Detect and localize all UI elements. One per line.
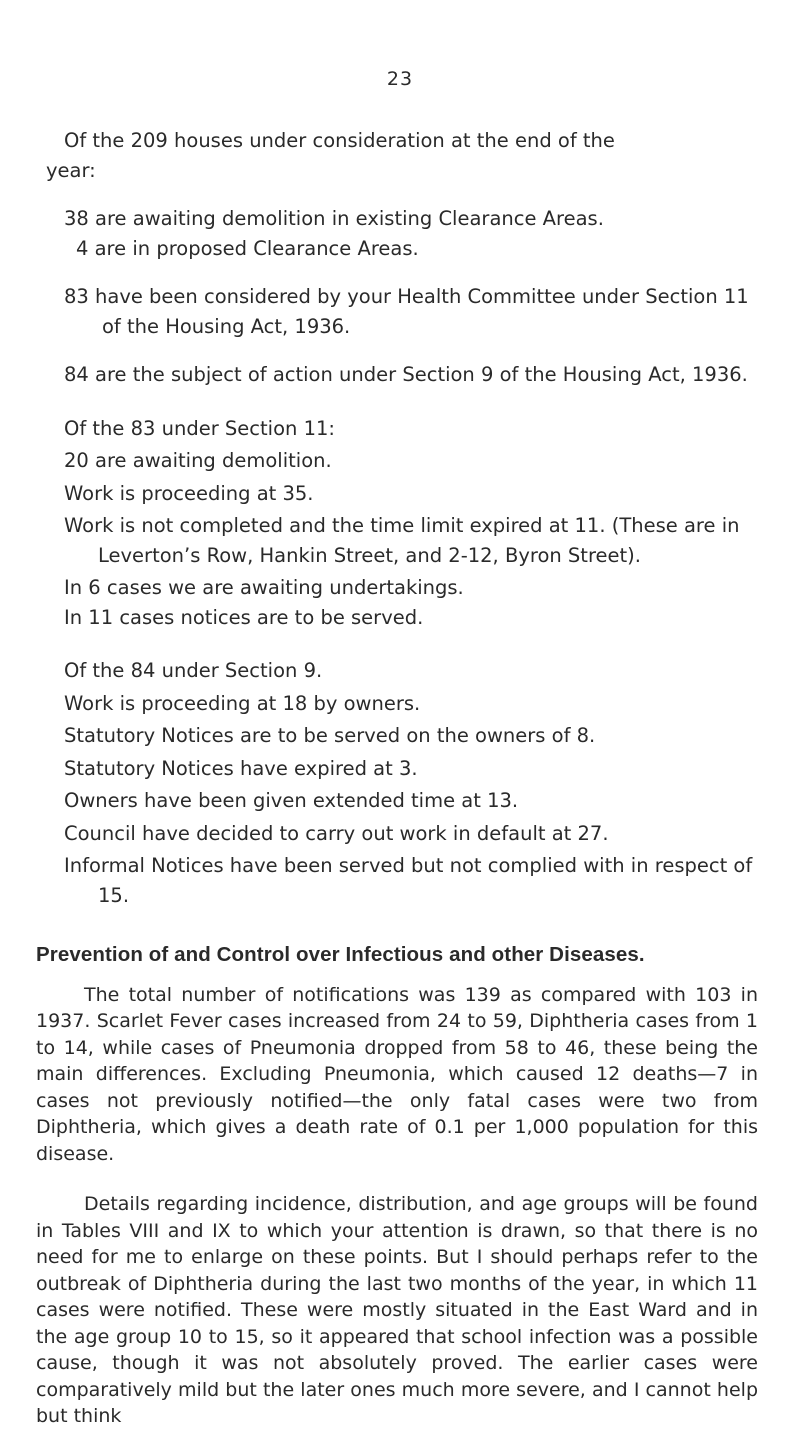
- section9-heading: Of the 84 under Section 9.: [64, 659, 323, 682]
- summary-item: 38 are awaiting demolition in existing Clearance Areas.: [64, 207, 604, 230]
- page-content: [36, 126, 758, 1430]
- spacer: [52, 390, 758, 414]
- section9-item: Statutory Notices are to be served on the owners of 8.: [64, 724, 596, 747]
- section9-item: Statutory Notices have expired at 3.: [64, 756, 418, 780]
- body-paragraph: Details regarding incidence, distribution, and age groups will be found in Tables VIII and IX to which your attention is drawn, so that there is no need for me to enlarge on these points. But I should perhaps refer to the outbreak of Diphtheria during the last two months of the year, in which 11 cases were notified. These were mostly situated in the East Ward and in the age group 10 to 15, so it appeared that school infection was a possible cause, though it was not absolutely proved. The earlier cases were comparatively mild but the later ones much more severe, and I cannot help but think: [36, 1193, 758, 1427]
- section11-item: In 6 cases we are awaiting undertakings.: [64, 576, 464, 599]
- section9-item: Work is proceeding at 18 by owners.: [64, 691, 421, 715]
- section9-item: Informal Notices have been served but not complied with in respect of 15.: [64, 854, 753, 907]
- summary-item: 4 are in proposed Clearance Areas.: [76, 236, 419, 260]
- intro-line-1: Of the 209 houses under consideration at the end of the: [64, 129, 615, 152]
- spacer: [52, 263, 758, 282]
- body-paragraph: The total number of notifications was 139 as compared with 103 in 1937. Scarlet Fever cases increased from 24 to 59, Diphtheria cases from 1 to 14, while cases of Pneumonia dropped from 58 to 46, these being the main differences. Excluding Pneumonia, which caused 12 deaths—7 in cases not previously notified—the only fatal cases were two from Diphtheria, which gives a death rate of 0.1 per 1,000 population for this disease.: [36, 983, 758, 1165]
- summary-item: 84 are the subject of action under Section 9 of the Housing Act, 1936.: [64, 363, 748, 386]
- section11-heading: Of the 83 under Section 11:: [64, 416, 335, 440]
- spacer: [52, 970, 758, 982]
- intro-line-2: year:: [46, 158, 96, 182]
- section11-item: 20 are awaiting demolition.: [64, 449, 332, 472]
- spacer: [52, 341, 758, 360]
- spacer: [52, 910, 758, 940]
- spacer: [52, 632, 758, 656]
- section-heading: Prevention of and Control over Infectious and other Diseases.: [36, 943, 645, 966]
- section9-item: Owners have been given extended time at 13.: [64, 789, 519, 812]
- section11-item: Work is not completed and the time limit expired at 11. (These are in Leverton’s Row, Hankin Street, and 2-12, Byron Street).: [64, 514, 740, 567]
- section11-item: In 11 cases notices are to be served.: [64, 605, 424, 629]
- section11-item: Work is proceeding at 35.: [64, 481, 314, 505]
- section9-item: Council have decided to carry out work in default at 27.: [64, 821, 609, 845]
- summary-item: 83 have been considered by your Health Committee under Section 11 of the Housing Act, 1936.: [64, 285, 749, 338]
- spacer: [52, 1167, 758, 1191]
- spacer: [52, 185, 758, 204]
- page-number: 23: [386, 68, 414, 90]
